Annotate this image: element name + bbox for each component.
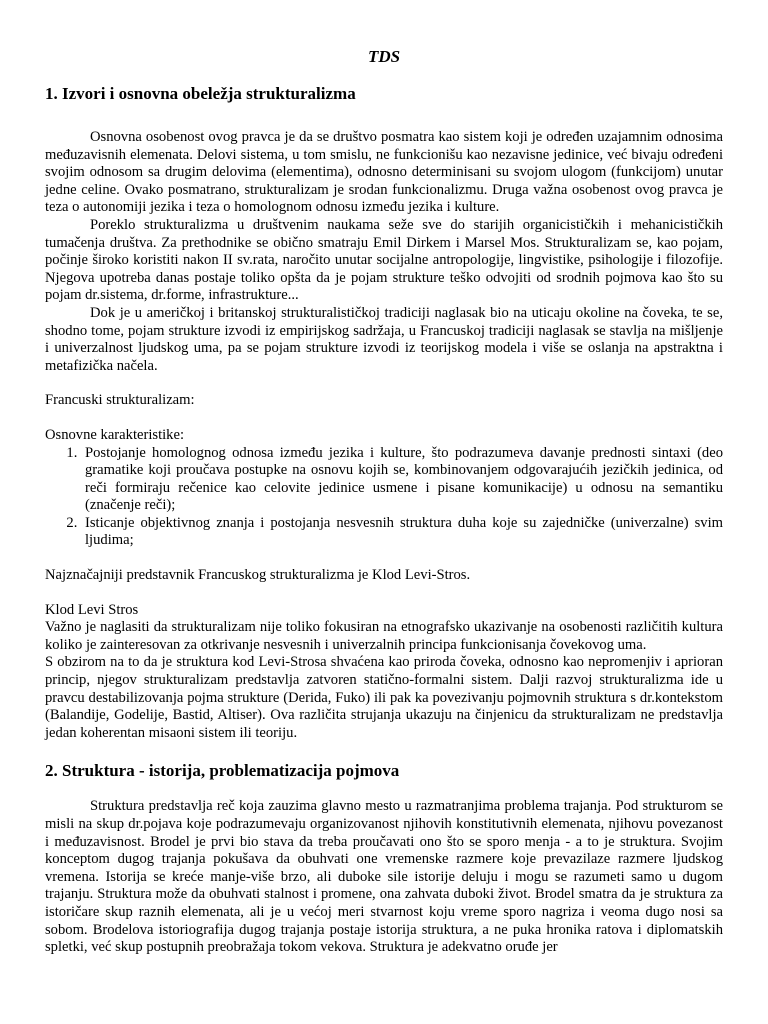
list-item: 2. Isticanje objektivnog znanja i postojanja nesvesnih struktura duha koje su zajedničke (univerzalne) svim ljudima; [81,515,723,550]
french-structuralism-label: Francuski strukturalizam: [45,392,195,409]
levi-stros-heading: Klod Levi Stros [45,601,139,618]
list-item: 1. Postojanje homolognog odnosa između jezika i kulture, što podrazumeva davanje prednosti sintaxi (deo gramatike koji proučava postupke na osnovu kojih se, kombinovanjem odgovarajućih jezičkih jedinica, od reči formiraju rečenice kao celovite jedinice usmene i pisane komunikacije) u odnosu na semantiku (značenje reči); [81,445,723,515]
section-1-paragraph-3: Dok je u američkoj i britanskoj strukturalističkoj tradiciji naglasak bio na uticaju okoline na čoveka, te se, shodno tome, pojam strukture izvodi iz empirijskog sadržaja, u Francuskoj tradiciji naglasak se stavlja na mišljenje i univerzalnost ljudskog uma, pa se pojam strukture izvodi iz teorijskog modela i više se oslanja na apstraktna i metafizička načela. [45,304,723,374]
document-title: TDS [367,47,401,66]
section-1-paragraph-2: Poreklo strukturalizma u društvenim naukama seže sve do starijih organicističkih i mehanicističkih tumačenja društva. Za prethodnike se obično smatraju Emil Dirkem i Marsel Mos. Strukturalizam se, kao pojam, počinje široko koristiti nakon II sv.rata, naročito unutar socijalne antropologije, lingvistike, psihologije i filozofije. Njegova upotreba danas postaje toliko opšta da je pojam strukture teško odvojiti od srodnih pojmova kao što su pojam dr.sistema, dr.forme, infrastrukture... [45,216,723,304]
section-2-paragraph-1: Struktura predstavlja reč koja zauzima glavno mesto u razmatranjima problema trajanja. Pod strukturom se misli na skup dr.pojava koje podrazumevaju organizovanost njihovih konstitutivnih elemenata, njihovu povezanost i međuzavisnost. Brodel je prvi bio stava da treba proučavati ono što se sporo menja - a to je struktura. Svojim konceptom dugog trajanja pokušava da obuhvati one vremenske razmere koje prevazilaze razmere ljudskog vremena. Istorija se kreće manje-više brzo, ali duboke sile istorije deluju i mogu se razumeti samo u dugom trajanju. Struktura može da obuhvati stalnost i promene, ona zahvata duboki život. Brodel smatra da je struktura za istoričare skup raznih elemenata, ali je u većoj meri stvarnost koju vreme sporo nagriza i veoma dugo nosi sa sobom. Brodelova istoriografija dugog trajanja postaje istorija struktura, a ne puka hronika ratova i diplomatskih spletki, već skup postupnih preobražaja tokom vekova. Struktura je adekvatno oruđe jer [45,798,723,956]
levi-stros-paragraph-2: S obzirom na to da je struktura kod Levi-Strosa shvaćena kao priroda čoveka, odnosno kao nepromenjiv i aprioran princip, njegov strukturalizam predstavlja zatvoren statično-formalni sistem. Dalji razvoj strukturalizma ide u pravcu destabilizovanja pojma strukture (Derida, Fuko) ili pak ka povezivanju pojmovnih struktura s dr.kontekstom (Balandije, Godelije, Bastid, Altiser). Ova različita strujanja ukazuju na činjenicu da strukturalizam ne predstavlja jedan koherentan misaoni sistem ili teoriju. [45,654,723,741]
characteristics-label: Osnovne karakteristike: [45,426,185,443]
representative-sentence: Najznačajniji predstavnik Francuskog strukturalizma je Klod Levi-Stros. [45,567,471,584]
section-2-heading: 2. Struktura - istorija, problematizacija pojmova [45,761,400,781]
section-1-heading: 1. Izvori i osnovna obeležja strukturalizma [45,84,356,103]
characteristics-list [45,445,723,551]
levi-stros-paragraph-1: Važno je naglasiti da strukturalizam nije toliko fokusiran na etnografsko ukazivanje na osobenosti različitih kultura koliko je zainteresovan za otkrivanje nesvesnih i univerzalnih principa funkcionisanja čovekovog uma. [45,619,723,653]
section-1-paragraph-1: Osnovna osobenost ovog pravca je da se društvo posmatra kao sistem koji je određen uzajamnim odnosima međuzavisnih elemenata. Delovi sistema, u tom smislu, ne funkcionišu kao nezavisne jedinice, već bivaju određeni svojim odnosom sa drugim delovima (elementima), odnosno determinisani su svojom ulogom (funkcijom) unutar jedne celine. Ovako posmatrano, strukturalizam je srodan funkcionalizmu. Druga važna osobenost ovog pravca je teza o autonomiji jezika i teza o homolognom odnosu između jezika i kulture. [45,129,723,216]
